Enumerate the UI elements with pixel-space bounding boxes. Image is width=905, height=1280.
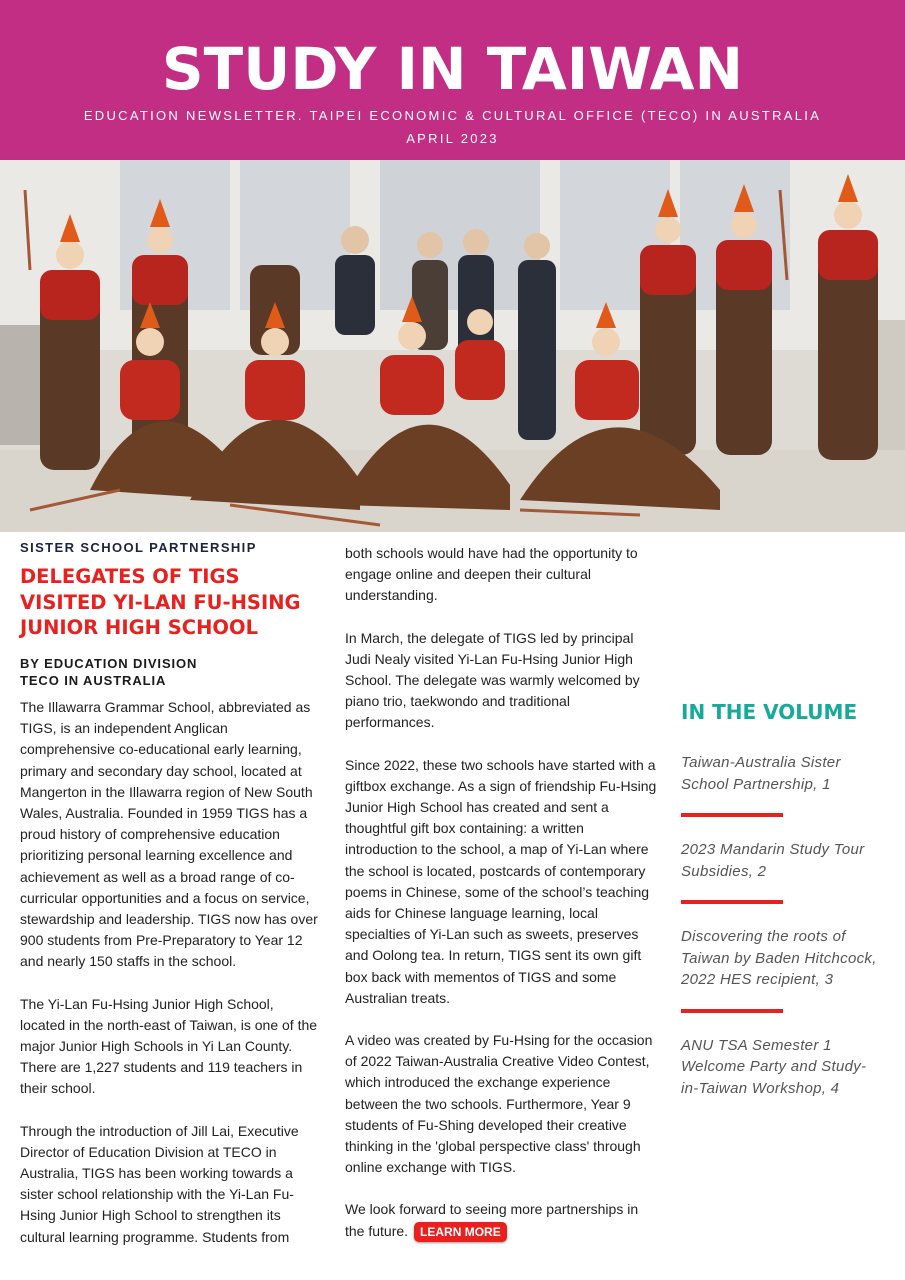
in-the-volume-sidebar — [681, 700, 881, 1099]
newsletter-title: STUDY IN TAIWAN — [161, 35, 744, 103]
article-paragraph: In March, the delegate of TIGS led by principal Judi Nealy visited Yi-Lan Fu-Hsing Junior High School. The delegate was warmly welcomed by piano trio, taekwondo and traditional performances. — [345, 629, 640, 731]
article-paragraph: both schools would have had the opportunity to engage online and deepen their cultural understanding. — [345, 545, 638, 604]
article-paragraph: Through the introduction of Jill Lai, Executive Director of Education Division at TECO in Australia, TIGS has been working towards a sister school relationship with the Yi-Lan Fu-Hsing Junior High School to strengthen its cultural learning programme. Students from — [20, 1122, 299, 1245]
article-paragraph: Since 2022, these two schools have started with a giftbox exchange. As a sign of friendship Fu-Hsing Junior High School has created and sent a thoughtful gift box containing: a written introduction to the school, a map of Yi-Lan where the school is located, postcards of contemporary poems in Chinese, some of the school’s teaching aids for Chinese language learning, local specialties of Yi-Lan such as sweets, preserves and Oolong tea. In return, TIGS sent its own gift box back with mementos of TIGS and some Australian treats. — [345, 756, 657, 1006]
article-byline — [20, 655, 197, 689]
sidebar-divider — [681, 1009, 783, 1013]
sidebar-divider — [681, 813, 783, 817]
article-headline: DELEGATES OF TIGS VISITED YI-LAN FU-HSING JUNIOR HIGH SCHOOL — [20, 565, 301, 639]
sidebar-title: IN THE VOLUME — [681, 700, 858, 724]
group-photo-illustration — [0, 160, 905, 532]
article-kicker: SISTER SCHOOL PARTNERSHIP — [20, 540, 257, 555]
closing-text: We look forward to seeing more partnerships in the future. — [345, 1201, 639, 1239]
group-photo — [0, 160, 905, 532]
sidebar-divider — [681, 900, 783, 904]
closing-paragraph — [345, 1199, 660, 1242]
article-paragraph: A video was created by Fu-Hsing for the occasion of 2022 Taiwan-Australia Creative Video Contest, which introduced the exchange experience between the two schools. Furthermore, Year 9 students of Fu-Shing developed their creative thinking in the 'global perspective class' through online exchange with TIGS. — [345, 1032, 653, 1176]
learn-more-button[interactable]: LEARN MORE — [414, 1222, 507, 1242]
article-paragraph: The Illawarra Grammar School, abbreviated as TIGS, is an independent Anglican comprehensive co-educational early learning, primary and secondary day school, located at Mangerton in the Illawarra region of New South Wales, Australia. Founded in 1959 TIGS has a proud history of comprehensive education prioritizing personal learning excellence and achievement as well as a broad range of co-curricular opportunities and a focus on service, stewardship and leadership. TIGS now has over 900 students from Pre-Preparatory to Year 12 and nearly 150 staffs in the school. — [20, 699, 318, 970]
volume-item[interactable]: ANU TSA Semester 1 Welcome Party and Study-in-Taiwan Workshop, 4 — [681, 1036, 867, 1097]
article-column-2 — [345, 543, 660, 1263]
byline-line-1: BY EDUCATION DIVISION — [20, 656, 198, 671]
article-paragraph: The Yi-Lan Fu-Hsing Junior High School, located in the north-east of Taiwan, is one of the major Junior High Schools in Yi Lan County. There are 1,227 students and 119 teachers in their school. — [20, 995, 318, 1097]
newsletter-subtitle: EDUCATION NEWSLETTER. TAIPEI ECONOMIC & CULTURAL OFFICE (TECO) IN AUSTRALIA — [83, 108, 822, 123]
byline-line-2: TECO IN AUSTRALIA — [20, 673, 167, 688]
masthead — [0, 0, 905, 160]
article-column-1 — [20, 697, 322, 1269]
volume-item[interactable]: Discovering the roots of Taiwan by Baden Hitchcock, 2022 HES recipient, 3 — [681, 928, 877, 988]
volume-item[interactable]: 2023 Mandarin Study Tour Subsidies, 2 — [681, 841, 865, 880]
issue-date: APRIL 2023 — [406, 131, 499, 146]
volume-item[interactable]: Taiwan-Australia Sister School Partnership, 1 — [681, 754, 841, 793]
